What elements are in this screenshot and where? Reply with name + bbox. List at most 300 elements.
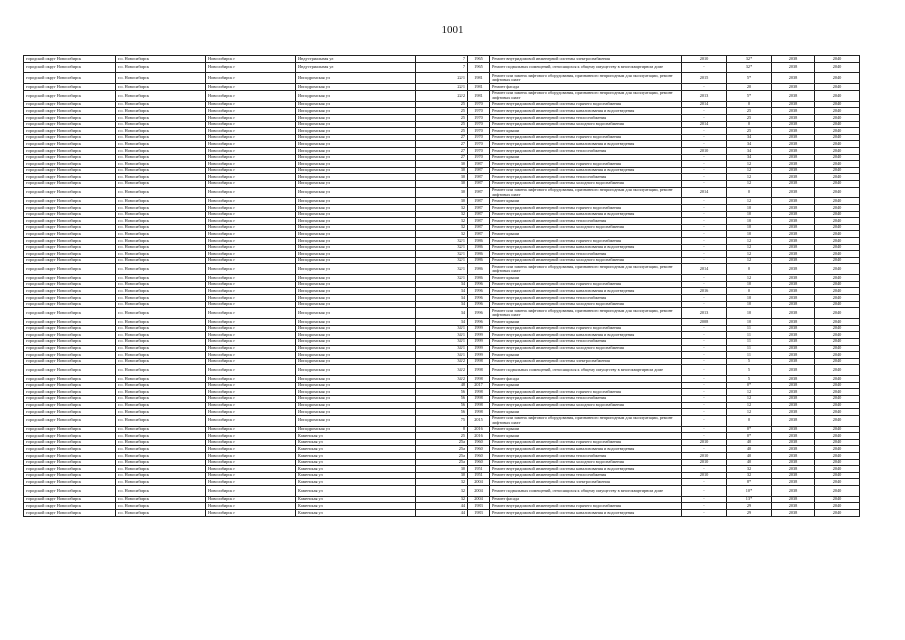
house-number-cell: 34 xyxy=(416,319,468,326)
work-type-cell: Ремонт крыши xyxy=(490,433,682,440)
wear-percent-cell: 32* xyxy=(727,62,772,73)
build-year-cell: 1999 xyxy=(468,332,490,339)
table-row xyxy=(24,264,860,275)
wear-percent-cell: 40 xyxy=(727,459,772,466)
last-repair-year-cell: 2014 xyxy=(682,187,727,198)
capital-repair-table xyxy=(23,55,860,517)
last-repair-year-cell: - xyxy=(682,244,727,251)
build-year-cell: 1999 xyxy=(468,352,490,359)
table-row xyxy=(24,395,860,402)
wear-percent-cell: 0 xyxy=(727,288,772,295)
table-row xyxy=(24,238,860,245)
street-cell: Ипподромская ул xyxy=(296,257,416,264)
city-cell: Новосибирск г xyxy=(206,382,296,389)
house-number-cell: 44 xyxy=(416,510,468,517)
period-end-cell: 2040 xyxy=(815,453,860,460)
table-row xyxy=(24,510,860,517)
house-number-cell: 25 xyxy=(416,121,468,128)
table-row xyxy=(24,101,860,108)
street-cell: Ипподромская ул xyxy=(296,382,416,389)
period-end-cell: 2040 xyxy=(815,510,860,517)
house-number-cell: 75 xyxy=(416,415,468,426)
build-year-cell: 1996 xyxy=(468,281,490,288)
table-row xyxy=(24,257,860,264)
last-repair-year-cell: - xyxy=(682,479,727,486)
street-cell: Ипподромская ул xyxy=(296,121,416,128)
street-cell: Ипподромская ул xyxy=(296,244,416,251)
table-row xyxy=(24,459,860,466)
table-row xyxy=(24,382,860,389)
work-type-cell: Ремонт крыши xyxy=(490,352,682,359)
work-type-cell: Ремонт внутридомовой инженерной системы канализования и водоотведения xyxy=(490,108,682,115)
period-end-cell: 2040 xyxy=(815,426,860,433)
house-number-cell: 44 xyxy=(416,503,468,510)
period-end-cell: 2040 xyxy=(815,205,860,212)
district-cell: г.о. Новосибирск xyxy=(116,439,206,446)
wear-percent-cell: 12 xyxy=(727,402,772,409)
municipality-cell: городской округ Новосибирск xyxy=(24,167,116,174)
wear-percent-cell: 11 xyxy=(727,332,772,339)
last-repair-year-cell: 2010 xyxy=(682,56,727,63)
work-type-cell: Ремонт внутридомовой инженерной системы электроснабжения xyxy=(490,479,682,486)
house-number-cell: 34 xyxy=(416,308,468,319)
period-start-cell: 2038 xyxy=(772,101,815,108)
work-type-cell: Ремонт подвальных помещений, относящихся к общему имуществу в многоквартирном доме xyxy=(490,62,682,73)
table-row xyxy=(24,205,860,212)
city-cell: Новосибирск г xyxy=(206,257,296,264)
table-row xyxy=(24,376,860,383)
build-year-cell: 1960 xyxy=(468,453,490,460)
street-cell: Каменская ул xyxy=(296,486,416,497)
build-year-cell: 1998 xyxy=(468,358,490,365)
district-cell: г.о. Новосибирск xyxy=(116,281,206,288)
house-number-cell: 34/2 xyxy=(416,365,468,376)
period-start-cell: 2038 xyxy=(772,479,815,486)
period-end-cell: 2040 xyxy=(815,376,860,383)
house-number-cell: 25а xyxy=(416,459,468,466)
period-end-cell: 2040 xyxy=(815,73,860,84)
last-repair-year-cell: 2010 xyxy=(682,472,727,479)
last-repair-year-cell: - xyxy=(682,352,727,359)
wear-percent-cell: 32* xyxy=(727,56,772,63)
period-end-cell: 2040 xyxy=(815,56,860,63)
wear-percent-cell: 40 xyxy=(727,446,772,453)
period-end-cell: 2040 xyxy=(815,402,860,409)
municipality-cell: городской округ Новосибирск xyxy=(24,288,116,295)
period-end-cell: 2040 xyxy=(815,167,860,174)
district-cell: г.о. Новосибирск xyxy=(116,325,206,332)
municipality-cell: городской округ Новосибирск xyxy=(24,338,116,345)
build-year-cell: 1999 xyxy=(468,345,490,352)
house-number-cell: 30 xyxy=(416,167,468,174)
period-end-cell: 2040 xyxy=(815,308,860,319)
wear-percent-cell: 12 xyxy=(727,395,772,402)
last-repair-year-cell: - xyxy=(682,231,727,238)
city-cell: Новосибирск г xyxy=(206,345,296,352)
district-cell: г.о. Новосибирск xyxy=(116,382,206,389)
wear-percent-cell: 12 xyxy=(727,244,772,251)
build-year-cell: 1986 xyxy=(468,238,490,245)
house-number-cell: 25 xyxy=(416,128,468,135)
period-end-cell: 2040 xyxy=(815,395,860,402)
municipality-cell: городской округ Новосибирск xyxy=(24,205,116,212)
district-cell: г.о. Новосибирск xyxy=(116,238,206,245)
table-row xyxy=(24,148,860,155)
work-type-cell: Ремонт фасада xyxy=(490,84,682,91)
city-cell: Новосибирск г xyxy=(206,148,296,155)
street-cell: Ипподромская ул xyxy=(296,308,416,319)
district-cell: г.о. Новосибирск xyxy=(116,231,206,238)
municipality-cell: городской округ Новосибирск xyxy=(24,224,116,231)
wear-percent-cell: 12 xyxy=(727,180,772,187)
period-start-cell: 2038 xyxy=(772,264,815,275)
wear-percent-cell: 11 xyxy=(727,325,772,332)
work-type-cell: Ремонт внутридомовой инженерной системы горячего водоснабжения xyxy=(490,238,682,245)
municipality-cell: городской округ Новосибирск xyxy=(24,161,116,168)
period-start-cell: 2038 xyxy=(772,365,815,376)
municipality-cell: городской округ Новосибирск xyxy=(24,73,116,84)
wear-percent-cell: 10 xyxy=(727,308,772,319)
build-year-cell: 1951 xyxy=(468,472,490,479)
build-year-cell: 1998 xyxy=(468,365,490,376)
last-repair-year-cell: - xyxy=(682,338,727,345)
last-repair-year-cell: - xyxy=(682,382,727,389)
build-year-cell: 2004 xyxy=(468,496,490,503)
build-year-cell: 1970 xyxy=(468,134,490,141)
house-number-cell: 32/1 xyxy=(416,264,468,275)
last-repair-year-cell: - xyxy=(682,224,727,231)
wear-percent-cell: 34 xyxy=(727,154,772,161)
district-cell: г.о. Новосибирск xyxy=(116,496,206,503)
district-cell: г.о. Новосибирск xyxy=(116,134,206,141)
period-start-cell: 2038 xyxy=(772,154,815,161)
municipality-cell: городской округ Новосибирск xyxy=(24,180,116,187)
period-start-cell: 2038 xyxy=(772,446,815,453)
period-end-cell: 2040 xyxy=(815,101,860,108)
city-cell: Новосибирск г xyxy=(206,389,296,396)
period-end-cell: 2040 xyxy=(815,161,860,168)
city-cell: Новосибирск г xyxy=(206,154,296,161)
work-type-cell: Ремонт внутридомовой инженерной системы теплоснабжения xyxy=(490,148,682,155)
wear-percent-cell: 10 xyxy=(727,319,772,326)
work-type-cell: Ремонт или замена лифтового оборудования, признанного непригодным для эксплуатации, ремонт лифтовых шахт xyxy=(490,73,682,84)
city-cell: Новосибирск г xyxy=(206,161,296,168)
municipality-cell: городской округ Новосибирск xyxy=(24,154,116,161)
build-year-cell: 1983 xyxy=(468,510,490,517)
work-type-cell: Ремонт внутридомовой инженерной системы горячего водоснабжения xyxy=(490,439,682,446)
period-start-cell: 2038 xyxy=(772,275,815,282)
period-end-cell: 2040 xyxy=(815,154,860,161)
last-repair-year-cell: - xyxy=(682,409,727,416)
table-row xyxy=(24,352,860,359)
wear-percent-cell: 40 xyxy=(727,453,772,460)
period-start-cell: 2038 xyxy=(772,90,815,101)
wear-percent-cell: 0 xyxy=(727,415,772,426)
district-cell: г.о. Новосибирск xyxy=(116,446,206,453)
last-repair-year-cell: 2014 xyxy=(682,121,727,128)
city-cell: Новосибирск г xyxy=(206,472,296,479)
last-repair-year-cell: 2010 xyxy=(682,453,727,460)
work-type-cell: Ремонт или замена лифтового оборудования, признанного непригодным для эксплуатации, ремонт лифтовых шахт xyxy=(490,187,682,198)
table-row xyxy=(24,218,860,225)
city-cell: Новосибирск г xyxy=(206,486,296,497)
street-cell: Каменская ул xyxy=(296,472,416,479)
house-number-cell: 27 xyxy=(416,141,468,148)
build-year-cell: 1987 xyxy=(468,174,490,181)
house-number-cell: 56 xyxy=(416,395,468,402)
work-type-cell: Ремонт внутридомовой инженерной системы канализования и водоотведения xyxy=(490,510,682,517)
period-start-cell: 2038 xyxy=(772,358,815,365)
house-number-cell: 22/2 xyxy=(416,90,468,101)
municipality-cell: городской округ Новосибирск xyxy=(24,281,116,288)
street-cell: Ипподромская ул xyxy=(296,376,416,383)
period-end-cell: 2040 xyxy=(815,352,860,359)
municipality-cell: городской округ Новосибирск xyxy=(24,211,116,218)
house-number-cell: 30 xyxy=(416,472,468,479)
city-cell: Новосибирск г xyxy=(206,446,296,453)
district-cell: г.о. Новосибирск xyxy=(116,121,206,128)
table-row xyxy=(24,332,860,339)
wear-percent-cell: 12 xyxy=(727,198,772,205)
wear-percent-cell: 12 xyxy=(727,167,772,174)
city-cell: Новосибирск г xyxy=(206,62,296,73)
district-cell: г.о. Новосибирск xyxy=(116,141,206,148)
municipality-cell: городской округ Новосибирск xyxy=(24,389,116,396)
period-start-cell: 2038 xyxy=(772,161,815,168)
wear-percent-cell: 8* xyxy=(727,479,772,486)
district-cell: г.о. Новосибирск xyxy=(116,101,206,108)
period-start-cell: 2038 xyxy=(772,257,815,264)
district-cell: г.о. Новосибирск xyxy=(116,187,206,198)
city-cell: Новосибирск г xyxy=(206,141,296,148)
municipality-cell: городской округ Новосибирск xyxy=(24,415,116,426)
street-cell: Ипподромская ул xyxy=(296,319,416,326)
period-start-cell: 2038 xyxy=(772,73,815,84)
wear-percent-cell: 10 xyxy=(727,281,772,288)
work-type-cell: Ремонт внутридомовой инженерной системы теплоснабжения xyxy=(490,338,682,345)
city-cell: Новосибирск г xyxy=(206,325,296,332)
work-type-cell: Ремонт внутридомовой инженерной системы горячего водоснабжения xyxy=(490,281,682,288)
street-cell: Ипподромская ул xyxy=(296,211,416,218)
period-end-cell: 2040 xyxy=(815,134,860,141)
street-cell: Ипподромская ул xyxy=(296,358,416,365)
district-cell: г.о. Новосибирск xyxy=(116,154,206,161)
last-repair-year-cell: - xyxy=(682,486,727,497)
municipality-cell: городской округ Новосибирск xyxy=(24,301,116,308)
city-cell: Новосибирск г xyxy=(206,238,296,245)
house-number-cell: 30 xyxy=(416,180,468,187)
period-end-cell: 2040 xyxy=(815,238,860,245)
last-repair-year-cell: 2013 xyxy=(682,90,727,101)
district-cell: г.о. Новосибирск xyxy=(116,426,206,433)
municipality-cell: городской округ Новосибирск xyxy=(24,264,116,275)
period-start-cell: 2038 xyxy=(772,472,815,479)
table-row xyxy=(24,426,860,433)
last-repair-year-cell: - xyxy=(682,115,727,122)
district-cell: г.о. Новосибирск xyxy=(116,115,206,122)
work-type-cell: Ремонт подвальных помещений, относящихся к общему имуществу в многоквартирном доме xyxy=(490,365,682,376)
district-cell: г.о. Новосибирск xyxy=(116,288,206,295)
build-year-cell: 2017 xyxy=(468,382,490,389)
build-year-cell: 1981 xyxy=(468,73,490,84)
last-repair-year-cell: - xyxy=(682,496,727,503)
house-number-cell: 25 xyxy=(416,101,468,108)
wear-percent-cell: 0 xyxy=(727,187,772,198)
build-year-cell: 1983 xyxy=(468,503,490,510)
district-cell: г.о. Новосибирск xyxy=(116,257,206,264)
street-cell: Ипподромская ул xyxy=(296,148,416,155)
city-cell: Новосибирск г xyxy=(206,224,296,231)
street-cell: Ипподромская ул xyxy=(296,108,416,115)
municipality-cell: городской округ Новосибирск xyxy=(24,148,116,155)
work-type-cell: Ремонт крыши xyxy=(490,154,682,161)
street-cell: Ипподромская ул xyxy=(296,409,416,416)
city-cell: Новосибирск г xyxy=(206,295,296,302)
wear-percent-cell: 5 xyxy=(727,376,772,383)
house-number-cell: 8 xyxy=(416,426,468,433)
table-row xyxy=(24,338,860,345)
wear-percent-cell: 34 xyxy=(727,134,772,141)
city-cell: Новосибирск г xyxy=(206,459,296,466)
period-start-cell: 2038 xyxy=(772,56,815,63)
period-start-cell: 2038 xyxy=(772,459,815,466)
municipality-cell: городской округ Новосибирск xyxy=(24,433,116,440)
last-repair-year-cell: - xyxy=(682,108,727,115)
table-row xyxy=(24,161,860,168)
work-type-cell: Ремонт фасада xyxy=(490,376,682,383)
last-repair-year-cell: - xyxy=(682,141,727,148)
period-start-cell: 2038 xyxy=(772,231,815,238)
municipality-cell: городской округ Новосибирск xyxy=(24,319,116,326)
house-number-cell: 34 xyxy=(416,295,468,302)
last-repair-year-cell: - xyxy=(682,134,727,141)
build-year-cell: 1960 xyxy=(468,439,490,446)
district-cell: г.о. Новосибирск xyxy=(116,503,206,510)
wear-percent-cell: 32 xyxy=(727,472,772,479)
municipality-cell: городской округ Новосибирск xyxy=(24,56,116,63)
municipality-cell: городской округ Новосибирск xyxy=(24,503,116,510)
last-repair-year-cell: - xyxy=(682,84,727,91)
period-start-cell: 2038 xyxy=(772,382,815,389)
period-end-cell: 2040 xyxy=(815,288,860,295)
house-number-cell: 27 xyxy=(416,134,468,141)
district-cell: г.о. Новосибирск xyxy=(116,389,206,396)
table-row xyxy=(24,134,860,141)
period-start-cell: 2038 xyxy=(772,439,815,446)
last-repair-year-cell: - xyxy=(682,211,727,218)
period-start-cell: 2038 xyxy=(772,433,815,440)
street-cell: Ипподромская ул xyxy=(296,395,416,402)
street-cell: Индустриальная ул xyxy=(296,62,416,73)
district-cell: г.о. Новосибирск xyxy=(116,415,206,426)
house-number-cell: 34 xyxy=(416,281,468,288)
street-cell: Ипподромская ул xyxy=(296,426,416,433)
city-cell: Новосибирск г xyxy=(206,198,296,205)
district-cell: г.о. Новосибирск xyxy=(116,62,206,73)
last-repair-year-cell: - xyxy=(682,415,727,426)
table-row xyxy=(24,466,860,473)
build-year-cell: 2016 xyxy=(468,433,490,440)
work-type-cell: Ремонт внутридомовой инженерной системы канализования и водоотведения xyxy=(490,446,682,453)
wear-percent-cell: 25 xyxy=(727,115,772,122)
table-row xyxy=(24,479,860,486)
work-type-cell: Ремонт внутридомовой инженерной системы канализования и водоотведения xyxy=(490,211,682,218)
work-type-cell: Ремонт внутридомовой инженерной системы теплоснабжения xyxy=(490,115,682,122)
period-end-cell: 2040 xyxy=(815,108,860,115)
last-repair-year-cell: 2013 xyxy=(682,308,727,319)
wear-percent-cell: 34 xyxy=(727,141,772,148)
municipality-cell: городской округ Новосибирск xyxy=(24,496,116,503)
period-end-cell: 2040 xyxy=(815,466,860,473)
city-cell: Новосибирск г xyxy=(206,402,296,409)
city-cell: Новосибирск г xyxy=(206,101,296,108)
last-repair-year-cell: - xyxy=(682,238,727,245)
house-number-cell: 25а xyxy=(416,446,468,453)
table-row xyxy=(24,415,860,426)
district-cell: г.о. Новосибирск xyxy=(116,224,206,231)
build-year-cell: 1998 xyxy=(468,409,490,416)
last-repair-year-cell: - xyxy=(682,376,727,383)
period-start-cell: 2038 xyxy=(772,134,815,141)
city-cell: Новосибирск г xyxy=(206,108,296,115)
period-start-cell: 2038 xyxy=(772,496,815,503)
work-type-cell: Ремонт внутридомовой инженерной системы холодного водоснабжения xyxy=(490,402,682,409)
work-type-cell: Ремонт внутридомовой инженерной системы теплоснабжения xyxy=(490,295,682,302)
municipality-cell: городской округ Новосибирск xyxy=(24,395,116,402)
period-end-cell: 2040 xyxy=(815,301,860,308)
period-start-cell: 2038 xyxy=(772,352,815,359)
city-cell: Новосибирск г xyxy=(206,510,296,517)
city-cell: Новосибирск г xyxy=(206,251,296,258)
wear-percent-cell: 10 xyxy=(727,205,772,212)
period-end-cell: 2040 xyxy=(815,180,860,187)
district-cell: г.о. Новосибирск xyxy=(116,319,206,326)
build-year-cell: 1998 xyxy=(468,376,490,383)
city-cell: Новосибирск г xyxy=(206,365,296,376)
period-end-cell: 2040 xyxy=(815,389,860,396)
city-cell: Новосибирск г xyxy=(206,426,296,433)
wear-percent-cell: 10 xyxy=(727,231,772,238)
city-cell: Новосибирск г xyxy=(206,338,296,345)
wear-percent-cell: 12 xyxy=(727,389,772,396)
last-repair-year-cell: - xyxy=(682,402,727,409)
work-type-cell: Ремонт или замена лифтового оборудования, признанного непригодным для эксплуатации, ремонт лифтовых шахт xyxy=(490,308,682,319)
municipality-cell: городской округ Новосибирск xyxy=(24,244,116,251)
build-year-cell: 1965 xyxy=(468,56,490,63)
table-row xyxy=(24,167,860,174)
last-repair-year-cell: - xyxy=(682,345,727,352)
period-start-cell: 2038 xyxy=(772,84,815,91)
municipality-cell: городской округ Новосибирск xyxy=(24,174,116,181)
period-start-cell: 2038 xyxy=(772,141,815,148)
period-end-cell: 2040 xyxy=(815,128,860,135)
period-end-cell: 2040 xyxy=(815,332,860,339)
street-cell: Ипподромская ул xyxy=(296,115,416,122)
municipality-cell: городской округ Новосибирск xyxy=(24,453,116,460)
build-year-cell: 1987 xyxy=(468,224,490,231)
table-row xyxy=(24,187,860,198)
period-end-cell: 2040 xyxy=(815,459,860,466)
house-number-cell: 25а xyxy=(416,453,468,460)
period-end-cell: 2040 xyxy=(815,198,860,205)
house-number-cell: 56 xyxy=(416,389,468,396)
build-year-cell: 1951 xyxy=(468,466,490,473)
last-repair-year-cell: - xyxy=(682,62,727,73)
house-number-cell: 32/1 xyxy=(416,244,468,251)
house-number-cell: 25 xyxy=(416,108,468,115)
period-start-cell: 2038 xyxy=(772,325,815,332)
wear-percent-cell: 11 xyxy=(727,352,772,359)
